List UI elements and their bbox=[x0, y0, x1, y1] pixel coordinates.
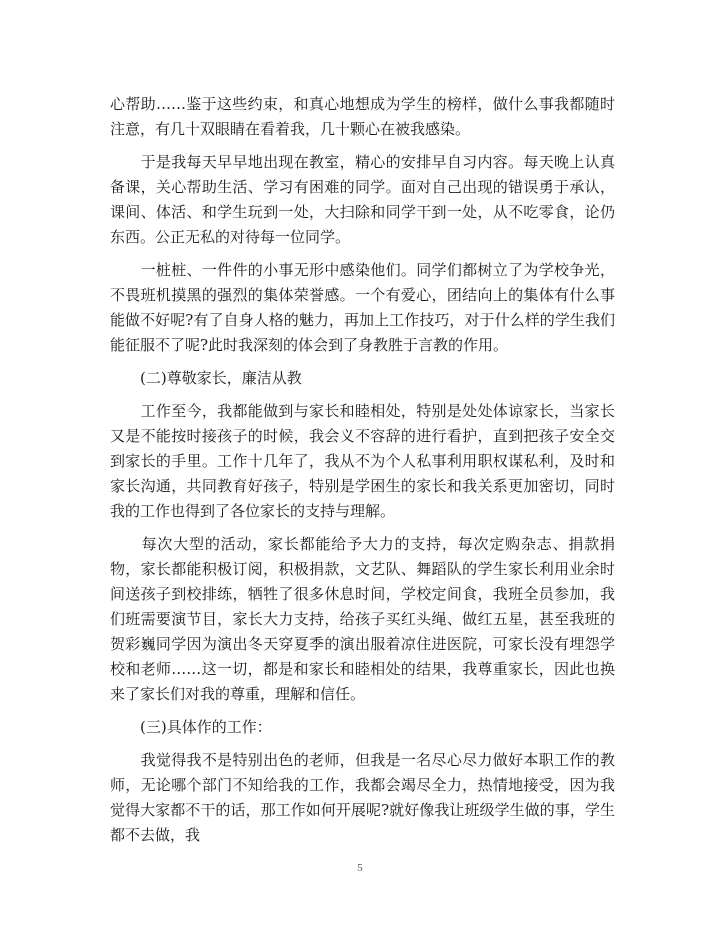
paragraph-6: 我觉得我不是特别出色的老师，但我是一名尽心尽力做好本职工作的教师，无论哪个部门不知给我的工作，我都会竭尽全力，热情地接受，因为我觉得大家都不干的话，那工作如何开展呢?就好像我让班级学生做的事，学生都不去做，我 bbox=[110, 751, 615, 844]
section-heading-2: (二)尊敬家长，廉洁从教 bbox=[110, 369, 302, 387]
page-number: 5 bbox=[357, 862, 363, 874]
paragraph-1: 心帮助……鉴于这些约束，和真心地想成为学生的榜样，做什么事我都随时注意，有几十双眼睛在看着我，几十颗心在被我感染。 bbox=[110, 95, 615, 138]
paragraph-3: 一桩桩、一件件的小事无形中感染他们。同学们都树立了为学校争光，不畏班机摸黑的强烈的集体荣誉感。一个有爱心，团结向上的集体有什么事能做不好呢?有了自身人格的魅力，再加上工作技巧，对于什么样的学生我们能征服不了呢?此时我深刻的体会到了身教胜于言教的作用。 bbox=[110, 261, 615, 354]
paragraph-4: 工作至今，我都能做到与家长和睦相处，特别是处处体谅家长，当家长又是不能按时接孩子的时候，我会义不容辞的进行看护，直到把孩子安全交到家长的手里。工作十几年了，我从不为个人私事利用职权谋私利，及时和家长沟通，共同教育好孩子，特别是学困生的家长和我关系更加密切，同时我的工作也得到了各位家长的支持与理解。 bbox=[110, 402, 615, 520]
section-heading-3: (三)具体作的工作： bbox=[110, 718, 272, 736]
paragraph-5: 每次大型的活动，家长都能给予大力的支持，每次定购杂志、捐款捐物，家长都能积极订阅，积极捐款，文艺队、舞蹈队的学生家长利用业余时间送孩子到校排练，牺牲了很多休息时间，学校定间食，我班全员参加，我们班需要演节目，家长大力支持，给孩子买红头绳、做红五星，甚至我班的贺彩巍同学因为演出冬天穿夏季的演出服着凉住进医院，可家长没有埋怨学校和老师……这一切，都是和家长和睦相处的结果，我尊重家长，因此也换来了家长们对我的尊重，理解和信任。 bbox=[110, 535, 615, 703]
document-body bbox=[110, 92, 615, 848]
paragraph-2: 于是我每天早早地出现在教室，精心的安排早自习内容。每天晚上认真备课，关心帮助生活、学习有困难的同学。面对自己出现的错误勇于承认，课间、体活、和学生玩到一处，大扫除和同学干到一处，从不吃零食，论仍东西。公正无私的对待每一位同学。 bbox=[110, 153, 615, 246]
